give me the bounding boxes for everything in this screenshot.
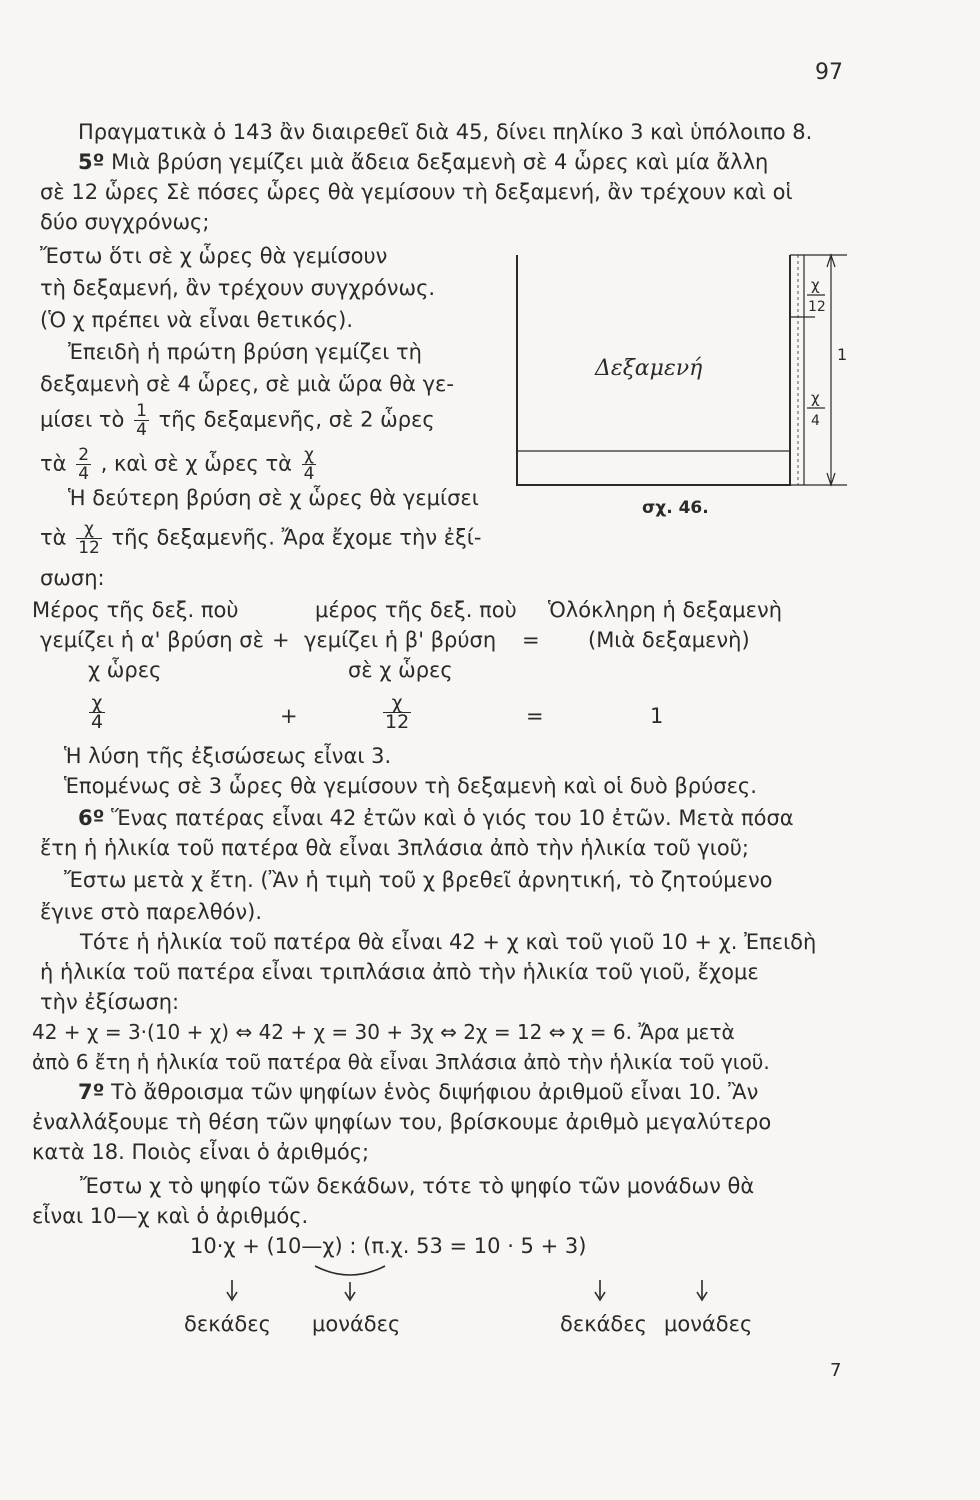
label-tens: δεκάδες xyxy=(184,1312,271,1336)
tank-diagram xyxy=(515,245,855,535)
fraction-numerator: 1 xyxy=(136,401,147,421)
equation-line: 42 + χ = 3·(10 + χ) ⇔ 42 + χ = 30 + 3χ ⇔ 2χ = 12 ⇔ χ = 6. Ἄρα μετὰ xyxy=(32,1020,735,1044)
fraction-denominator: 4 xyxy=(303,464,315,484)
brace xyxy=(315,1266,385,1275)
table-header-3: Ὁλόκληρη ἡ δεξαμενὴ xyxy=(548,598,783,622)
label-units: μονάδες xyxy=(312,1312,401,1336)
fraction-numerator: χ xyxy=(76,520,102,539)
text: , καὶ σὲ χ ὧρες τὰ xyxy=(100,451,292,476)
text-line: Ἐπειδὴ ἡ πρώτη βρύση γεμίζει τὴ xyxy=(68,340,422,364)
top-fraction-denominator: 12 xyxy=(808,299,826,315)
table-row: (Μιὰ δεξαμενὴ) xyxy=(588,628,750,652)
text-line: σωση: xyxy=(40,566,105,590)
text-line: δεξαμενὴ σὲ 4 ὧρες, σὲ μιὰ ὥρα θὰ γε- xyxy=(40,372,454,396)
table-header-2: μέρος τῆς δεξ. ποὺ xyxy=(315,598,517,622)
text: τὰ xyxy=(40,525,67,550)
text-line: δύο συγχρόνως; xyxy=(40,210,210,234)
fraction-numerator: 2 xyxy=(78,445,90,465)
problem-number: 6º xyxy=(78,806,105,830)
text-line: εἶναι 10—χ καὶ ὁ ἀριθμός. xyxy=(32,1204,309,1228)
text-line: Ἑπομένως σὲ 3 ὧρες θὰ γεμίσουν τὴ δεξαμενὴ καὶ οἱ δυὸ βρύσες. xyxy=(64,774,757,798)
figure-46 xyxy=(515,245,855,539)
text-line: σὲ 12 ὧρες Σὲ πόσες ὧρες θὰ γεμίσουν τὴ δεξαμενή, ἂν τρέχουν καὶ οἱ xyxy=(40,180,793,204)
fraction xyxy=(302,446,317,483)
table-row: γεμίζει ἡ α' βρύση σὲ xyxy=(40,628,264,652)
text-line: Ἔστω χ τὸ ψηφίο τῶν δεκάδων, τότε τὸ ψηφίο τῶν μονάδων θὰ xyxy=(80,1174,755,1198)
text-line: Τότε ἡ ἡλικία τοῦ πατέρα θὰ εἶναι 42 + χ καὶ τοῦ γιοῦ 10 + χ. Ἐπειδὴ xyxy=(80,930,817,954)
problem-6-line xyxy=(78,804,794,832)
equation-left-fraction xyxy=(86,694,108,731)
text: τὰ xyxy=(40,451,67,476)
fraction-numerator: χ xyxy=(302,446,317,465)
text-line: (Ὁ χ πρέπει νὰ εἶναι θετικός). xyxy=(40,308,354,332)
text: τῆς δεξαμενῆς, σὲ 2 ὧρες xyxy=(158,407,435,432)
total-label: 1 xyxy=(837,345,848,364)
table-row: χ ὧρες xyxy=(88,658,162,682)
table-row: γεμίζει ἡ β' βρύση xyxy=(304,628,497,652)
equation-one: 1 xyxy=(650,704,664,728)
table-header-1: Μέρος τῆς δεξ. ποὺ xyxy=(32,598,239,622)
footer-page-number: 7 xyxy=(830,1360,842,1381)
fraction xyxy=(76,520,102,557)
fraction-denominator: 4 xyxy=(91,711,104,733)
problem-5-line xyxy=(78,148,768,176)
text-line: Ἔστω ὅτι σὲ χ ὧρες θὰ γεμίσουν xyxy=(40,244,388,268)
text-line: κατὰ 18. Ποιὸς εἶναι ὁ ἀριθμός; xyxy=(32,1140,370,1164)
text-line: Μιὰ βρύση γεμίζει μιὰ ἄδεια δεξαμενὴ σὲ 4 ὧρες καὶ μία ἄλλη xyxy=(111,150,769,174)
label-units: μονάδες xyxy=(664,1312,753,1336)
equation-right-fraction xyxy=(380,694,414,731)
problem-number: 5º xyxy=(78,150,105,174)
text-line: ἀπὸ 6 ἔτη ἡ ἡλικία τοῦ πατέρα θὰ εἶναι 3πλάσια ἀπὸ τὴν ἡλικία τοῦ γιοῦ. xyxy=(32,1050,770,1074)
bottom-fraction-denominator: 4 xyxy=(811,413,820,429)
text-line: Τὸ ἄθροισμα τῶν ψηφίων ἑνὸς διψήφιου ἀριθμοῦ εἶναι 10. Ἂν xyxy=(111,1080,759,1104)
fraction-numerator: χ xyxy=(89,694,105,713)
figure-caption: σχ. 46. xyxy=(642,498,709,518)
problem-number: 7º xyxy=(78,1080,105,1104)
table-row: σὲ χ ὧρες xyxy=(348,658,453,682)
text-line: ἔγινε στὸ παρελθόν). xyxy=(40,900,263,924)
fraction-denominator: 4 xyxy=(136,420,147,440)
text-line: ἔτη ἡ ἡλικία τοῦ πατέρα θὰ εἶναι 3πλάσια ἀπὸ τὴν ἡλικία τοῦ γιοῦ; xyxy=(40,836,749,860)
page-number: 97 xyxy=(815,60,843,85)
problem-7-line xyxy=(78,1078,758,1106)
text-line-fraction xyxy=(40,402,435,439)
text-line: Ἔστω μετὰ χ ἔτη. (Ἂν ἡ τιμὴ τοῦ χ βρεθεῖ ἀρνητική, τὸ ζητούμενο xyxy=(64,868,773,892)
equation-line: 10·χ + (10—χ) : (π.χ. 53 = 10 · 5 + 3) xyxy=(190,1234,587,1258)
text-line: ἡ ἡλικία τοῦ πατέρα εἶναι τριπλάσια ἀπὸ τὴν ἡλικία τοῦ γιοῦ, ἔχομε xyxy=(40,960,759,984)
digit-arrows xyxy=(180,1258,740,1308)
text: μίσει τὸ xyxy=(40,407,125,432)
fraction-denominator: 4 xyxy=(78,464,90,484)
text: τῆς δεξαμενῆς. Ἄρα ἔχομε τὴν ἐξί- xyxy=(111,525,482,550)
fraction-denominator: 12 xyxy=(78,538,100,558)
label-tens: δεκάδες xyxy=(560,1312,647,1336)
fraction xyxy=(383,694,411,731)
text-line-fraction xyxy=(40,446,319,483)
fraction xyxy=(76,446,91,483)
equals-sign: = xyxy=(522,628,540,652)
text-line: ἐναλλάξουμε τὴ θέση τῶν ψηφίων του, βρίσκουμε ἀριθμὸ μεγαλύτερο xyxy=(32,1110,772,1134)
text-line: Ἡ λύση τῆς ἐξισώσεως εἶναι 3. xyxy=(64,744,392,768)
text-line: Πραγματικὰ ὁ 143 ἂν διαιρεθεῖ διὰ 45, δίνει πηλίκο 3 καὶ ὑπόλοιπο 8. xyxy=(78,120,813,144)
text-line: Ἕνας πατέρας εἶναι 42 ἐτῶν καὶ ὁ γιός του 10 ἐτῶν. Μετὰ πόσα xyxy=(111,806,794,830)
bottom-fraction-numerator: χ xyxy=(811,389,820,407)
top-fraction-numerator: χ xyxy=(811,276,820,294)
tank-label: Δεξαμενή xyxy=(595,356,703,381)
plus-sign: + xyxy=(272,628,290,652)
fraction xyxy=(134,402,149,439)
text-line-fraction xyxy=(40,520,481,557)
text-line: τὴν ἐξίσωση: xyxy=(40,990,180,1014)
text-line: τὴ δεξαμενή, ἂν τρέχουν συγχρόνως. xyxy=(40,276,436,300)
equation-equals: = xyxy=(526,704,544,728)
equation-plus: + xyxy=(280,704,298,728)
fraction-denominator: 12 xyxy=(385,711,410,733)
text-line: Ἡ δεύτερη βρύση σὲ χ ὧρες θὰ γεμίσει xyxy=(68,486,479,510)
fraction xyxy=(89,694,105,731)
fraction-numerator: χ xyxy=(383,694,411,713)
